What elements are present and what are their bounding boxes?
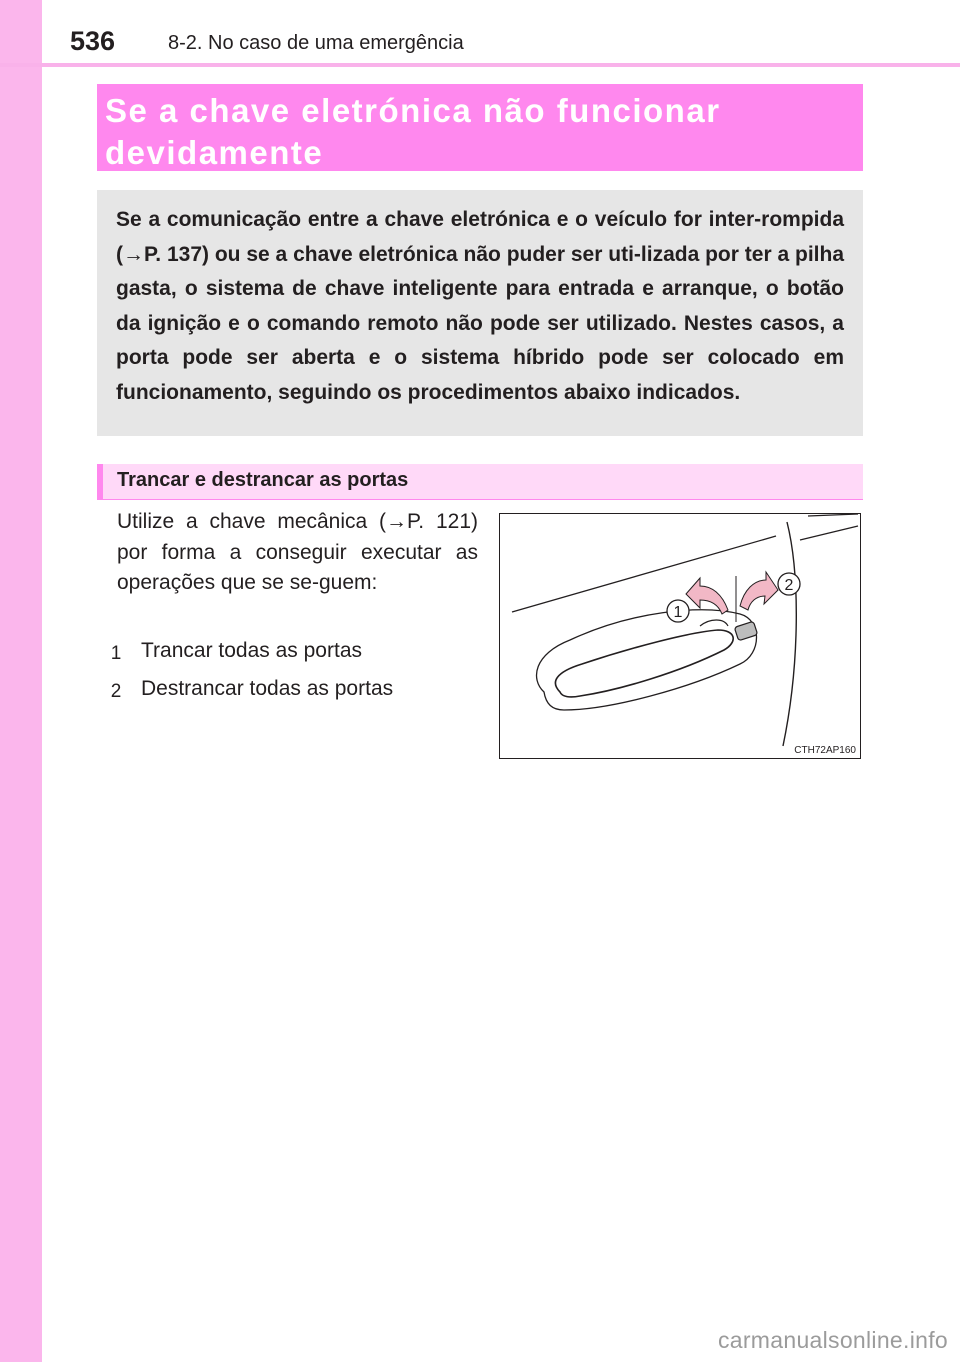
page-title: Se a chave eletrónica não funcionar devidamente — [105, 92, 721, 171]
section-label: 8-2. No caso de uma emergência — [168, 32, 464, 54]
intro-text: Se a comunicação entre a chave eletrónica e o veículo for inter-rompida (→P. 137) ou se a chave eletrónica não puder ser uti-lizada por ter a pilha gasta, o sistema de chave inteligente para entrada e arranque, o botão da ignição e o comando remoto não pode ser utilizado. Nestes casos, a porta pode ser aberta e o sistema híbrido pode ser colocado em funcionamento, seguindo os procedimentos abaixo indicados. — [116, 208, 844, 404]
step-number-badge: 2 — [110, 681, 122, 702]
handle-recess — [537, 610, 757, 710]
lock-arrow-icon — [686, 578, 728, 614]
handle-cap — [700, 620, 728, 626]
watermark: carmanualsonline.info — [717, 1327, 948, 1353]
subsection-title: Trancar e destrancar as portas — [117, 469, 409, 491]
door-line — [800, 526, 858, 540]
title-bar — [97, 84, 863, 171]
door-edge-line — [783, 522, 796, 746]
unlock-arrow-icon — [740, 572, 778, 610]
intro-box — [97, 190, 863, 436]
side-color-band — [0, 0, 42, 1362]
mechanical-key — [734, 621, 757, 640]
figure-code: CTH72AP160 — [794, 745, 856, 756]
callout-2-label: 2 — [784, 577, 794, 594]
page-number: 536 — [70, 26, 116, 56]
door-handle-drawing — [500, 514, 860, 758]
subsection-heading — [97, 464, 863, 500]
door-handle — [555, 630, 733, 697]
list-item — [104, 639, 362, 663]
callout-1-label: 1 — [673, 604, 683, 621]
list-item-text: Trancar todas as portas — [141, 639, 362, 662]
header-rule — [0, 63, 960, 67]
step-number-badge: 1 — [110, 643, 122, 664]
door-handle-illustration — [499, 513, 861, 759]
list-item-text: Destrancar todas as portas — [141, 677, 394, 700]
list-item — [104, 677, 393, 701]
body-paragraph: Utilize a chave mecânica (→P. 121) por forma a conseguir executar as operações que se se-guem: — [117, 510, 478, 594]
door-line — [808, 514, 858, 516]
